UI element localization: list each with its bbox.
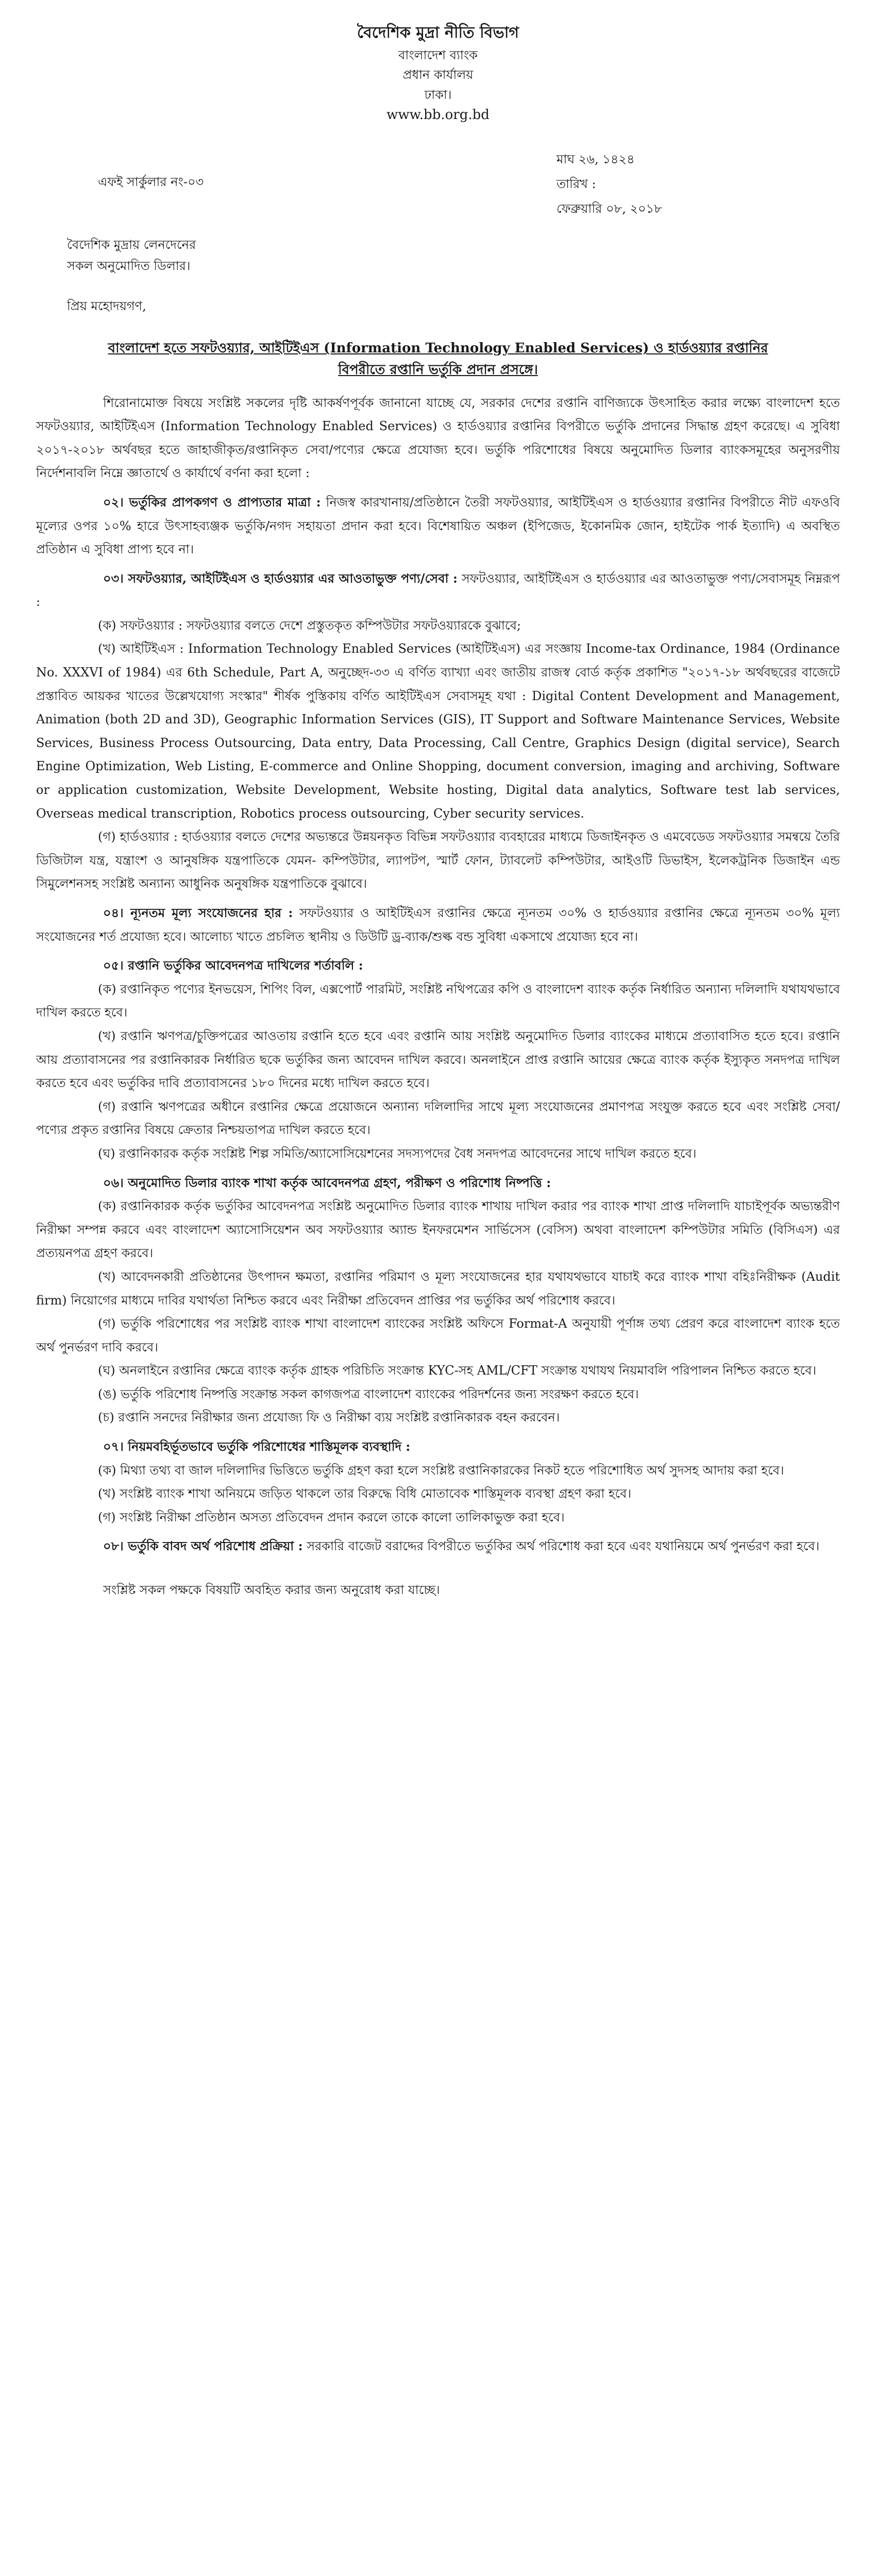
subject-line: বাংলাদেশ হতে সফটওয়্যার, আইটিইএস (Information Technology Enabled Services) ও হার্ডওয়্যার রপ্তানির বিপরীতে রপ্তানি ভর্তুকি প্রদান প্রসঙ্গে। — [108, 341, 768, 378]
section-7 — [36, 1435, 840, 1529]
section-text: সফটওয়্যার, আইটিইএস ও হার্ডওয়্যার এর আওতাভুক্ত পণ্য/সেবাসমূহ নিম্নরূপ : — [36, 571, 840, 609]
recipient-line: বৈদেশিক মুদ্রায় লেনদেনের — [67, 237, 196, 252]
city-name: ঢাকা। — [424, 87, 452, 102]
section-4 — [36, 901, 840, 948]
circular-meta — [36, 147, 840, 224]
section-paragraph — [36, 1171, 840, 1195]
section-heading: ০৮। ভর্তুকি বাবদ অর্থ পরিশোধ প্রক্রিয়া : — [103, 1538, 303, 1554]
section-paragraph — [36, 901, 840, 948]
section-heading: ০৬। অনুমোদিত ডিলার ব্যাংক শাখা কর্তৃক আবেদনপত্র গ্রহণ, পরীক্ষণ ও পরিশোধ নিষ্পত্তি : — [103, 1175, 551, 1190]
section-text: সরকারি বাজেট বরাদ্দের বিপরীতে ভর্তুকির অর্থ পরিশোধ করা হবে এবং যথানিয়মে অর্থ পুনর্ভরণ করা হবে। — [307, 1539, 820, 1554]
website-address: www.bb.org.bd — [386, 107, 490, 123]
section-paragraph — [36, 567, 840, 614]
salutation: প্রিয় মহোদয়গণ, — [67, 299, 146, 314]
section-text: সফটওয়্যার ও আইটিইএস রপ্তানির ক্ষেত্রে ন্যূনতম ৩০% ও হার্ডওয়্যার রপ্তানির ক্ষেত্রে ন্যূনতম ৩০% মূল্য সংযোজনের শর্ত প্রযোজ্য হবে। আলোচ্য খাতে প্রচলিত স্থানীয় ও ডিউটি ড্র-ব্যাক/শুল্ক বন্ড সুবিধা একসাথে প্রযোজ্য হবে না। — [36, 906, 840, 944]
recipient-block — [67, 234, 840, 277]
section-heading: ০৩। সফটওয়্যার, আইটিইএস ও হার্ডওয়্যার এর আওতাভুক্ত পণ্য/সেবা : — [103, 570, 458, 586]
section-5 — [36, 954, 840, 1165]
sections-container — [36, 490, 840, 1558]
section-subitem: (খ) সংশ্লিষ্ট ব্যাংক শাখা অনিয়মে জড়িত থাকলে তার বিরুদ্ধে বিধি মোতাবেক শাস্তিমূলক ব্যবস্থা গ্রহণ করা হবে। — [98, 1486, 632, 1501]
section-8 — [36, 1534, 840, 1558]
section-subitem: (ক) সফটওয়্যার : সফটওয়্যার বলতে দেশে প্রস্তুতকৃত কম্পিউটার সফটওয়্যারকে বুঝাবে; — [98, 618, 521, 633]
recipient-line: সকল অনুমোদিত ডিলার। — [67, 258, 191, 273]
section-paragraph — [36, 1534, 840, 1558]
date-label: তারিখ : — [557, 176, 596, 191]
section-text: নিজস্ব কারখানায়/প্রতিষ্ঠানে তৈরী সফটওয়্যার, আইটিইএস ও হার্ডওয়্যার রপ্তানির বিপরীতে নীট এফওবি মূল্যের ওপর ১০% হারে উৎসাহব্যঞ্জক ভর্তুকি/নগদ সহায়তা প্রদান করা হবে। বিশেষায়িত অঞ্চল (ইপিজেড, ইকোনমিক জোন, হাইটেক পার্ক ইত্যাদি) এ অবস্থিত প্রতিষ্ঠান এ সুবিধা প্রাপ্য হবে না। — [36, 495, 840, 557]
section-6 — [36, 1171, 840, 1430]
section-heading: ০৭। নিয়মবহির্ভূতভাবে ভর্তুকি পরিশোধের শাস্তিমূলক ব্যবস্থাদি : — [103, 1439, 411, 1454]
section-paragraph — [36, 490, 840, 562]
department-name: বৈদেশিক মুদ্রা নীতি বিভাগ — [357, 24, 519, 42]
section-subitem: (গ) রপ্তানি ঋণপত্রের অধীনে রপ্তানির ক্ষেত্রে প্রয়োজনে অন্যান্য দলিলাদির সাথে মূল্য সংযোজনের প্রমাণপত্র সংযুক্ত করতে হবে এবং সংশ্লিষ্ট সেবা/পণ্যের প্রকৃত রপ্তানির বিষয়ে ক্রেতার নিশ্চয়তাপত্র দাখিল করতে হবে। — [36, 1099, 840, 1138]
section-subitem: (চ) রপ্তানি সনদের নিরীক্ষার জন্য প্রযোজ্য ফি ও নিরীক্ষা ব্যয় সংশ্লিষ্ট রপ্তানিকারক বহন করবেন। — [98, 1410, 560, 1425]
section-3 — [36, 567, 840, 896]
intro-paragraph: শিরোনামোক্ত বিষয়ে সংশ্লিষ্ট সকলের দৃষ্টি আকর্ষণপূর্বক জানানো যাচ্ছে যে, সরকার দেশের রপ্তানি বাণিজ্যকে উৎসাহিত করার লক্ষ্যে বাংলাদেশ হতে সফটওয়্যার, আইটিইএস (Information Technology Enabled Services) ও হার্ডওয়্যার রপ্তানির বিপরীতে ভর্তুকি প্রদানের সিদ্ধান্ত গ্রহণ করেছে। এ সুবিধা ২০১৭-২০১৮ অর্থবছর হতে জাহাজীকৃত/রপ্তানিকৃত সেবা/পণ্যের ক্ষেত্রে প্রযোজ্য হবে। ভর্তুকি পরিশোধের বিষয়ে অনুমোদিত ডিলার ব্যাংকসমূহের অনুসরণীয় নির্দেশনাবলি নিম্নে জ্ঞাতার্থে ও কার্যার্থে বর্ণনা করা হলো : — [36, 395, 840, 481]
section-subitem: (খ) আইটিইএস : Information Technology Enabled Services (আইটিইএস) এর সংজ্ঞায় Income-tax Ordinance, 1984 (Ordinance No. XXXVI of 1984) এর 6th Schedule, Part A, অনুচ্ছেদ-৩৩ এ বর্ণিত ব্যাখ্যা এবং জাতীয় রাজস্ব বোর্ড কর্তৃক প্রকাশিত "২০১৭-১৮ অর্থবছরের বাজেটে প্রস্তাবিত আয়কর খাতের উল্লেখযোগ্য সংস্কার" শীর্ষক পুস্তিকায় বর্ণিত আইটিইএস সেবাসমূহ যথা : Digital Content Development and Management, Animation (both 2D and 3D), Geographic Information Services (GIS), IT Support and Software Maintenance Services, Website Services, Business Process Outsourcing, Data entry, Data Processing, Call Centre, Graphics Design (digital service), Search Engine Optimization, Web Listing, E-commerce and Online Shopping, document conversion, imaging and archiving, Software or application customization, Website Development, Website hosting, Digital data analytics, Software test lab services, Overseas medical transcription, Robotics process outsourcing, Cyber security services. — [36, 641, 840, 821]
section-subitem: (ঘ) অনলাইনে রপ্তানির ক্ষেত্রে ব্যাংক কর্তৃক গ্রাহক পরিচিতি সংক্রান্ত KYC-সহ AML/CFT সংক্রান্ত যথাযথ নিয়মাবলি পরিপালন নিশ্চিত করতে হবে। — [98, 1363, 817, 1378]
closing-line: সংশ্লিষ্ট সকল পক্ষকে বিষয়টি অবহিত করার জন্য অনুরোধ করা যাচ্ছে। — [103, 1583, 440, 1598]
bank-name: বাংলাদেশ ব্যাংক — [398, 48, 478, 62]
section-subitem: (ক) রপ্তানিকৃত পণ্যের ইনভয়েস, শিপিং বিল, এক্সপোর্ট পারমিট, সংশ্লিষ্ট নথিপত্রের কপি ও বাংলাদেশ ব্যাংক কর্তৃক নির্ধারিত অন্যান্য দলিলাদি যথাযথভাবে দাখিল করতে হবে। — [36, 981, 840, 1020]
circular-number: এফই সার্কুলার নং-০৩ — [98, 174, 204, 189]
section-subitem: (খ) আবেদনকারী প্রতিষ্ঠানের উৎপাদন ক্ষমতা, রপ্তানির পরিমাণ ও মূল্য সংযোজনের হার যথাযথভাবে যাচাই করে ব্যাংক শাখা বহিঃনিরীক্ষক (Audit firm) নিয়োগের মাধ্যমে দাবির যথার্থতা নিশ্চিত করবে এবং নিরীক্ষা প্রতিবেদন প্রাপ্তির পর ভর্তুকির অর্থ পরিশোধ করবে। — [36, 1269, 840, 1308]
section-subitem: (ঘ) রপ্তানিকারক কর্তৃক সংশ্লিষ্ট শিল্প সমিতি/অ্যাসোসিয়েশনের সদস্যপদের বৈধ সনদপত্র আবেদনের সাথে দাখিল করতে হবে। — [98, 1146, 697, 1161]
section-subitem: (গ) সংশ্লিষ্ট নিরীক্ষা প্রতিষ্ঠান অসত্য প্রতিবেদন প্রদান করলে তাকে কালো তালিকাভুক্ত করা হবে। — [98, 1510, 565, 1524]
date-block — [557, 147, 773, 221]
section-paragraph — [36, 1435, 840, 1459]
section-paragraph — [36, 954, 840, 978]
section-heading: ০৫। রপ্তানি ভর্তুকির আবেদনপত্র দাখিলের শর্তাবলি : — [103, 958, 363, 973]
section-subitem: (ক) রপ্তানিকারক কর্তৃক ভর্তুকির আবেদনপত্র সংশ্লিষ্ট অনুমোদিত ডিলার ব্যাংক শাখায় দাখিল করার পর ব্যাংক শাখা প্রাপ্ত দলিলাদি যাচাইপূর্বক অভ্যন্তরীণ নিরীক্ষা সম্পন্ন করবে এবং বাংলাদেশ অ্যাসোসিয়েশন অব সফটওয়্যার অ্যান্ড ইনফরমেশন সার্ভিসেস (বেসিস) অথবা বাংলাদেশ কম্পিউটার সমিতি (বিসিএস) এর প্রত্যয়নপত্র গ্রহণ করবে। — [36, 1199, 840, 1261]
section-heading: ০৪। ন্যূনতম মূল্য সংযোজনের হার : — [103, 905, 293, 921]
section-heading: ০২। ভর্তুকির প্রাপকগণ ও প্রাপ্যতার মাত্রা : — [103, 494, 321, 510]
date-english: ফেব্রুয়ারি ০৮, ২০১৮ — [557, 201, 662, 216]
section-2 — [36, 490, 840, 562]
section-subitem: (ঙ) ভর্তুকি পরিশোধ নিষ্পত্তি সংক্রান্ত সকল কাগজপত্র বাংলাদেশ ব্যাংকের পরিদর্শনের জন্য সংরক্ষণ করতে হবে। — [98, 1386, 639, 1401]
office-name: প্রধান কার্যালয় — [402, 67, 474, 82]
letterhead — [36, 21, 840, 126]
section-subitem: (খ) রপ্তানি ঋণপত্র/চুক্তিপত্রের আওতায় রপ্তানি হতে হবে এবং রপ্তানি আয় সংশ্লিষ্ট অনুমোদিত ডিলার ব্যাংকের মাধ্যমে প্রত্যাবাসিত হতে হবে। রপ্তানি আয় প্রত্যাবাসনের পর রপ্তানিকারক নির্ধারিত ছকে ভর্তুকির জন্য আবেদন দাখিল করবে। অনলাইনে প্রাপ্ত রপ্তানি আয়ের ক্ষেত্রে ব্যাংক কর্তৃক ইস্যুকৃত সনদপত্র দাখিল করতে হবে এবং ভর্তুকির দাবি প্রত্যাবাসনের ১৮০ দিনের মধ্যে দাখিল করতে হবে। — [36, 1028, 840, 1091]
section-subitem: (ক) মিথ্যা তথ্য বা জাল দলিলাদির ভিত্তিতে ভর্তুকি গ্রহণ করা হলে সংশ্লিষ্ট রপ্তানিকারকের নিকট হতে পরিশোধিত অর্থ সুদসহ আদায় করা হবে। — [98, 1463, 784, 1478]
date-bangla: মাঘ ২৬, ১৪২৪ — [557, 151, 635, 166]
section-subitem: (গ) হার্ডওয়্যার : হার্ডওয়্যার বলতে দেশের অভ্যন্তরে উন্নয়নকৃত বিভিন্ন সফটওয়্যার ব্যবহারের মাধ্যমে ডিজাইনকৃত ও এমবেডেড সফটওয়্যার সমন্বয়ে তৈরি ডিজিটাল যন্ত্র, যন্ত্রাংশ ও আনুষঙ্গিক যন্ত্রপাতিকে যেমন- কম্পিউটার, ল্যাপটপ, স্মার্ট ফোন, ট্যাবলেট কম্পিউটার, আইওটি ডিভাইস, ইলেকট্রনিক ডিজাইন এন্ড সিমুলেশনসহ সংশ্লিষ্ট অন্যান্য আধুনিক অনুষঙ্গিক যন্ত্রপাতিকে বুঝাবে। — [36, 829, 840, 891]
section-subitem: (গ) ভর্তুকি পরিশোধের পর সংশ্লিষ্ট ব্যাংক শাখা বাংলাদেশ ব্যাংকের সংশ্লিষ্ট অফিসে Format-A অনুযায়ী পূর্ণাঙ্গ তথ্য প্রেরণ করে বাংলাদেশ ব্যাংক হতে অর্থ পুনর্ভরণ দাবি করবে। — [36, 1316, 840, 1354]
